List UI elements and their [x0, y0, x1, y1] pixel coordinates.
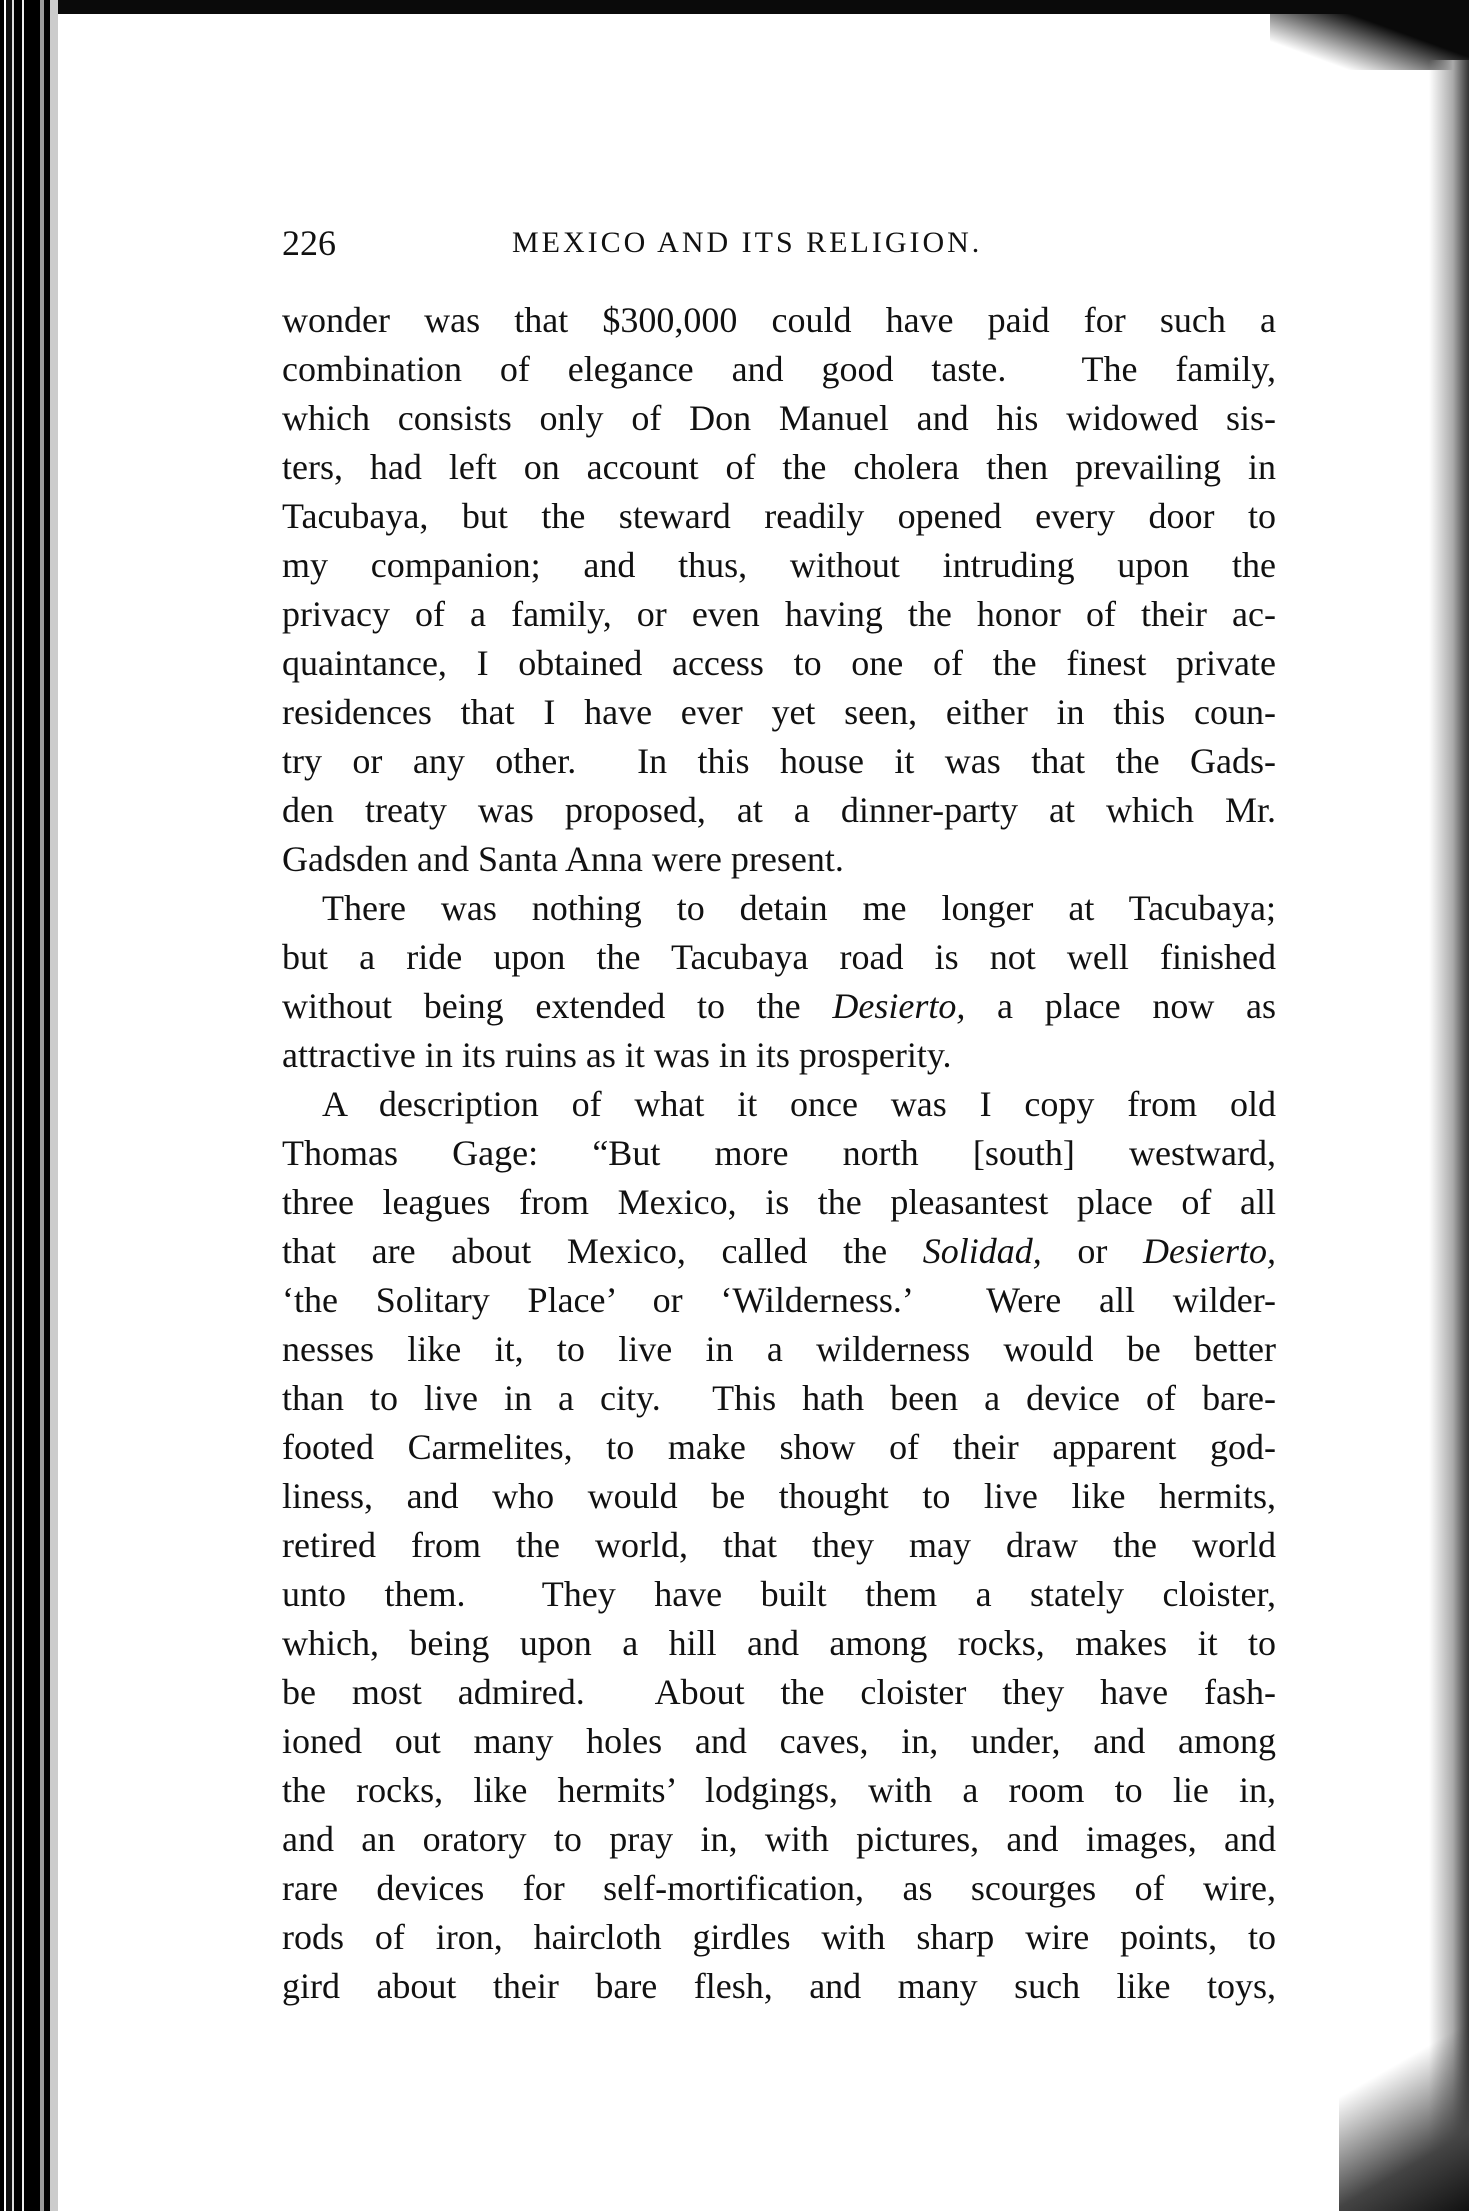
text-line [282, 1472, 1276, 1521]
text-line [282, 1717, 1276, 1766]
text-line [282, 1864, 1276, 1913]
text-segment: There was nothing to detain me longer at Tacubaya; [322, 888, 1276, 928]
text-line [282, 1276, 1276, 1325]
text-segment: nesses like it, to live in a wilderness would be better [282, 1329, 1276, 1369]
page-header [282, 222, 1276, 266]
text-line [282, 933, 1276, 982]
text-segment: footed Carmelites, to make show of their apparent god- [282, 1427, 1276, 1467]
book-spine-edge [0, 0, 58, 2211]
text-segment: than to live in a city. This hath been a device of bare- [282, 1378, 1276, 1418]
page-number: 226 [282, 223, 336, 263]
text-segment: Thomas Gage: “But more north [south] westward, [282, 1133, 1276, 1173]
text-line [282, 1423, 1276, 1472]
text-line [282, 296, 1276, 345]
text-segment: which consists only of Don Manuel and his widowed sis- [282, 398, 1276, 438]
text-line [282, 1374, 1276, 1423]
text-segment: combination of elegance and good taste. The family, [282, 349, 1276, 389]
text-segment: three leagues from Mexico, is the pleasantest place of all [282, 1182, 1276, 1222]
text-segment: rods of iron, haircloth girdles with sharp wire points, to [282, 1917, 1276, 1957]
text-segment: ters, had left on account of the cholera then prevailing in [282, 447, 1276, 487]
italic-text: Desierto, [832, 986, 966, 1026]
italic-text: Desierto, [1143, 1231, 1276, 1271]
text-segment: gird about their bare flesh, and many such like toys, [282, 1966, 1276, 2006]
text-segment: A description of what it once was I copy from old [322, 1084, 1276, 1124]
text-line [282, 1668, 1276, 1717]
text-line [282, 835, 1276, 884]
page-curl-shadow [1429, 60, 1469, 2211]
text-segment: privacy of a family, or even having the honor of their ac- [282, 594, 1276, 634]
text-segment: den treaty was proposed, at a dinner-party at which Mr. [282, 790, 1276, 830]
text-line [282, 394, 1276, 443]
text-line [282, 1031, 1276, 1080]
text-line [282, 1521, 1276, 1570]
text-line [282, 1962, 1276, 2011]
text-line [282, 1766, 1276, 1815]
text-segment: the rocks, like hermits’ lodgings, with a room to lie in, [282, 1770, 1276, 1810]
text-line [282, 737, 1276, 786]
text-line [282, 590, 1276, 639]
text-line [282, 541, 1276, 590]
text-line [282, 982, 1276, 1031]
text-line [282, 1570, 1276, 1619]
text-segment: quaintance, I obtained access to one of the finest private [282, 643, 1276, 683]
text-segment: retired from the world, that they may draw the world [282, 1525, 1276, 1565]
text-segment: without being extended to the [282, 986, 833, 1026]
text-line [282, 884, 1276, 933]
text-line [282, 639, 1276, 688]
text-segment: wonder was that $300,000 could have paid for such a [282, 300, 1276, 340]
body-text [282, 296, 1276, 2011]
text-segment: liness, and who would be thought to live like hermits, [282, 1476, 1276, 1516]
text-segment: Tacubaya, but the steward readily opened every door to [282, 496, 1276, 536]
text-line [282, 1227, 1276, 1276]
text-segment: attractive in its ruins as it was in its prosperity. [282, 1035, 952, 1075]
italic-text: Solidad, [922, 1231, 1042, 1271]
text-segment: residences that I have ever yet seen, either in this coun- [282, 692, 1276, 732]
page-corner-shadow [1339, 1971, 1469, 2211]
text-line [282, 492, 1276, 541]
text-segment: and an oratory to pray in, with pictures, and images, and [282, 1819, 1276, 1859]
text-segment: but a ride upon the Tacubaya road is not well finished [282, 937, 1276, 977]
text-segment: my companion; and thus, without intruding upon the [282, 545, 1276, 585]
text-segment: ioned out many holes and caves, in, under, and among [282, 1721, 1276, 1761]
text-segment: rare devices for self-mortification, as scourges of wire, [282, 1868, 1276, 1908]
text-line [282, 1815, 1276, 1864]
text-line [282, 443, 1276, 492]
text-segment: be most admired. About the cloister they have fash- [282, 1672, 1276, 1712]
text-segment: ‘the Solitary Place’ or ‘Wilderness.’ Were all wilder- [282, 1280, 1276, 1320]
text-segment: unto them. They have built them a stately cloister, [282, 1574, 1276, 1614]
text-segment: or [1041, 1231, 1144, 1271]
text-line [282, 786, 1276, 835]
text-line [282, 1080, 1276, 1129]
text-segment: that are about Mexico, called the [282, 1231, 923, 1271]
text-line [282, 345, 1276, 394]
text-segment: which, being upon a hill and among rocks, makes it to [282, 1623, 1276, 1663]
scan-top-edge [0, 0, 1469, 14]
running-title: MEXICO AND ITS RELIGION. [512, 226, 983, 259]
text-segment: a place now as [965, 986, 1277, 1026]
text-segment: try or any other. In this house it was that the Gads- [282, 741, 1276, 781]
text-segment: Gadsden and Santa Anna were present. [282, 839, 844, 879]
text-line [282, 1178, 1276, 1227]
text-line [282, 1619, 1276, 1668]
text-line [282, 1913, 1276, 1962]
text-line [282, 688, 1276, 737]
text-line [282, 1325, 1276, 1374]
text-line [282, 1129, 1276, 1178]
